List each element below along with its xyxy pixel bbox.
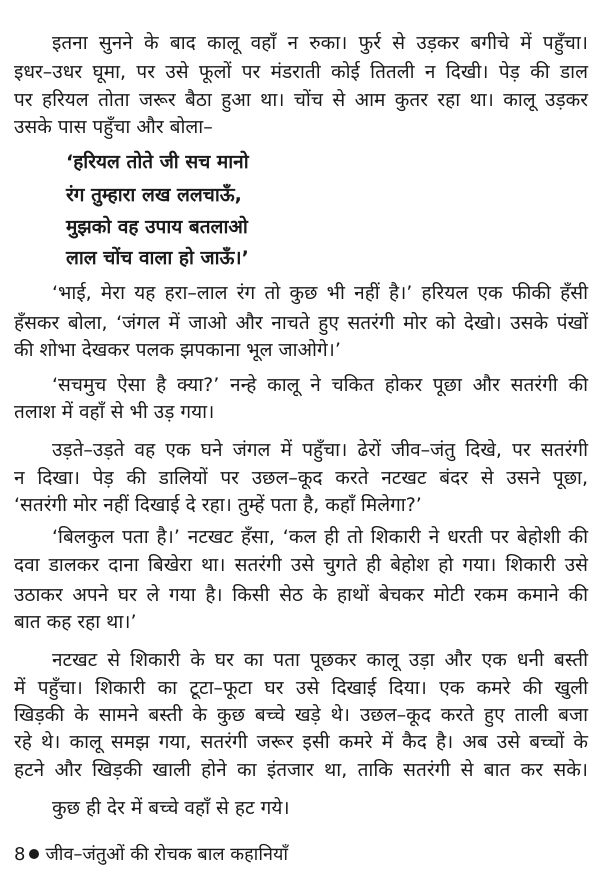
text-line: की शोभा देखकर पलक झपकाना भूल जाओगे।’ — [14, 339, 341, 361]
text-line: कुछ ही देर में बच्चे वहाँ से हट गये। — [52, 797, 290, 819]
text-line: उठाकर अपने घर ले गया है। किसी सेठ के हाथों बेचकर मोटी रकम कमाने की — [14, 584, 588, 606]
text-line: ‘सचमुच ऐसा है क्या?’ नन्हे कालू ने चकित होकर पूछा और सतरंगी की — [52, 374, 588, 396]
text-line: उड़ते–उड़ते वह एक घने जंगल में पहुँचा। ढेरों जीव–जंतु दिखे, पर सतरंगी — [52, 439, 588, 461]
poem-line: रंग तुम्हारा लख ललचाऊँ, — [66, 184, 242, 206]
text-line: रहे थे। कालू समझ गया, सतरंगी जरूर इसी कमरे में कैद है। अब उसे बच्चों के — [14, 731, 588, 753]
text-line: में पहुँचा। शिकारी का टूटा–फूटा घर उसे दिखाई दिया। एक कमरे की खुली — [14, 677, 588, 699]
text-line: ‘भाई, मेरा यह हरा–लाल रंग तो कुछ भी नहीं है।’ हरियल एक फीकी हँसी — [52, 282, 588, 304]
text-line: न दिखा। पेड़ की डालियों पर उछल–कूद करते नटखट बंदर से उसने पूछा, — [14, 467, 588, 489]
text-line: ‘बिलकुल पता है।’ नटखट हँसा, ‘कल ही तो शिकारी ने धरती पर बेहोशी की — [52, 526, 588, 548]
text-line: खिड़की के सामने बस्ती के कुछ बच्चे खड़े थे। उछल–कूद करते हुए ताली बजा — [14, 704, 588, 726]
poem-line: ‘हरियल तोते जी सच मानो — [66, 151, 249, 173]
page-number: 8 — [14, 844, 26, 865]
text-line: उसके पास पहुँचा और बोला– — [14, 116, 213, 138]
text-line: इतना सुनने के बाद कालू वहाँ न रुका। फुर्र से उड़कर बगीचे में पहुँचा। — [52, 32, 588, 54]
text-line: तलाश में वहाँ से भी उड़ गया। — [14, 401, 215, 423]
text-line: हटने और खिड़की खाली होने का इंतजार था, ताकि सतरंगी से बात कर सके। — [14, 759, 588, 781]
page-footer — [14, 841, 288, 869]
text-line: नटखट से शिकारी के घर का पता पूछकर कालू उड़ा और एक धनी बस्ती — [52, 649, 588, 671]
text-line: बात कह रहा था।’ — [14, 611, 137, 633]
poem-line: मुझको वह उपाय बतलाओ — [66, 216, 248, 238]
poem-line: लाल चोंच वाला हो जाऊँ।’ — [66, 247, 249, 269]
text-line: हँसकर बोला, ‘जंगल में जाओ और नाचते हुए सतरंगी मोर को देखो। उसके पंखों — [14, 312, 588, 334]
text-line: दवा डालकर दाना बिखेरा था। सतरंगी उसे चुगते ही बेहोश हो गया। शिकारी उसे — [14, 554, 588, 576]
book-title: जीव–जंतुओं की रोचक बाल कहानियाँ — [45, 844, 289, 865]
text-line: पर हरियल तोता जरूर बैठा हुआ था। चोंच से आम कुतर रहा था। कालू उड़कर — [14, 89, 588, 111]
bullet-icon — [29, 849, 39, 859]
text-line: ‘सतरंगी मोर नहीं दिखाई दे रहा। तुम्हें पता है, कहाँ मिलेगा?’ — [14, 494, 422, 516]
text-line: इधर–उधर घूमा, पर उसे फूलों पर मंडराती कोई तितली न दिखी। पेड़ की डाल — [14, 61, 588, 83]
